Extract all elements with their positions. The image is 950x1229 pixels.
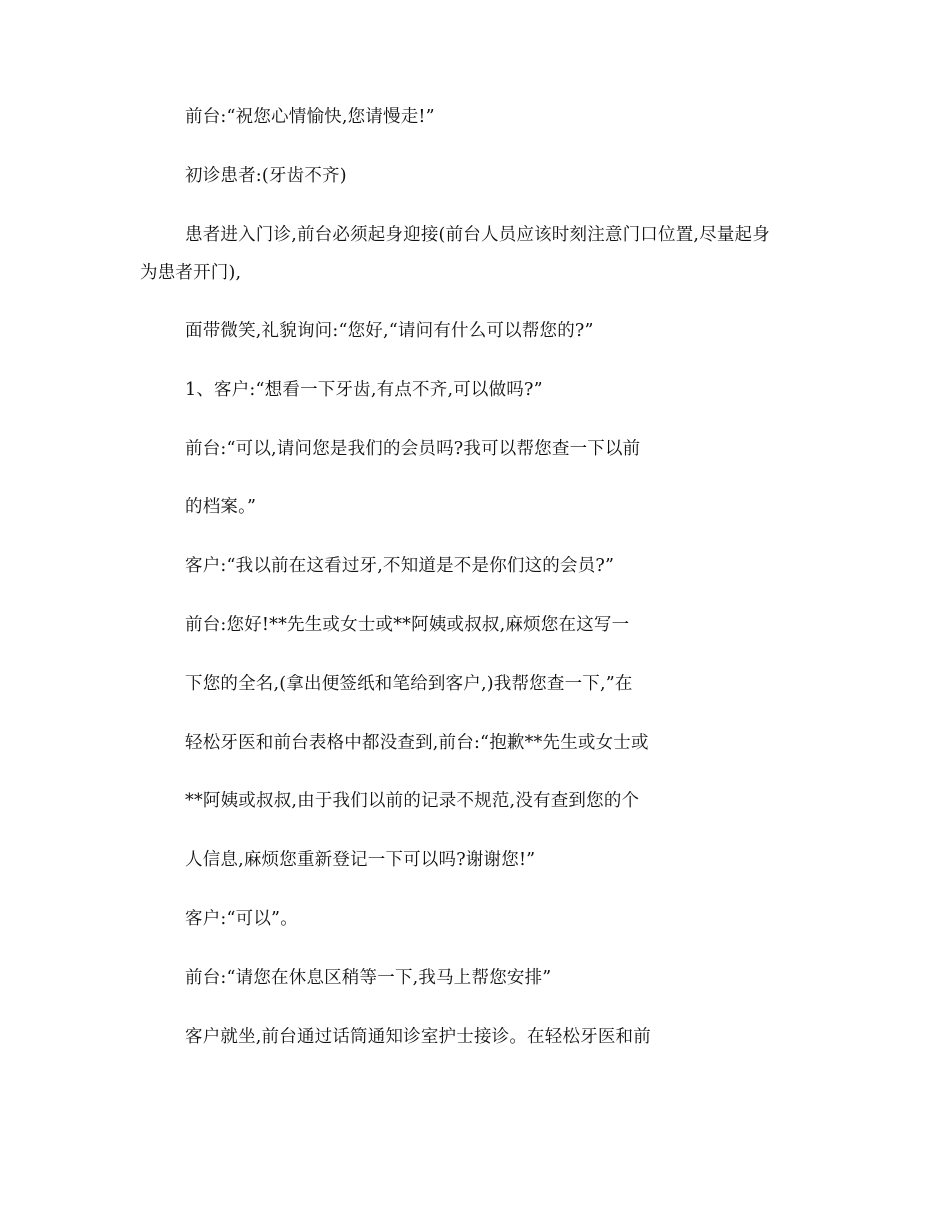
text-line: 客户:“我以前在这看过牙,不知道是不是你们这的会员?” [185,556,615,576]
text-line: 面带微笑,礼貌询问:“您好,“请问有什么可以帮您的?” [185,321,594,341]
text-line: 前台:“请您在休息区稍等一下,我马上帮您安排” [185,968,552,988]
text-line: 1、客户:“想看一下牙齿,有点不齐,可以做吗?” [185,380,543,400]
text-line: 前台:“祝您心情愉快,您请慢走!” [185,107,435,127]
text-line: 患者进入门诊,前台必须起身迎接(前台人员应该时刻注意门口位置,尽量起身 [185,225,770,245]
text-line: 前台:“可以,请问您是我们的会员吗?我可以帮您查一下以前 [185,439,641,459]
text-line: 为患者开门), [140,263,242,283]
text-line: 客户:“可以”。 [185,909,298,929]
text-line: 下您的全名,(拿出便签纸和笔给到客户,)我帮您查一下,”在 [185,674,633,694]
text-line: 客户就坐,前台通过话筒通知诊室护士接诊。在轻松牙医和前 [185,1027,651,1047]
text-line: 前台:您好!**先生或女士或**阿姨或叔叔,麻烦您在这写一 [185,615,630,635]
text-line: 初诊患者:(牙齿不齐) [185,166,347,186]
text-line: 轻松牙医和前台表格中都没查到,前台:“抱歉**先生或女士或 [185,733,649,753]
text-line: 人信息,麻烦您重新登记一下可以吗?谢谢您!” [185,850,536,870]
text-line: 的档案。” [185,497,257,517]
text-line: **阿姨或叔叔,由于我们以前的记录不规范,没有查到您的个 [185,791,640,811]
